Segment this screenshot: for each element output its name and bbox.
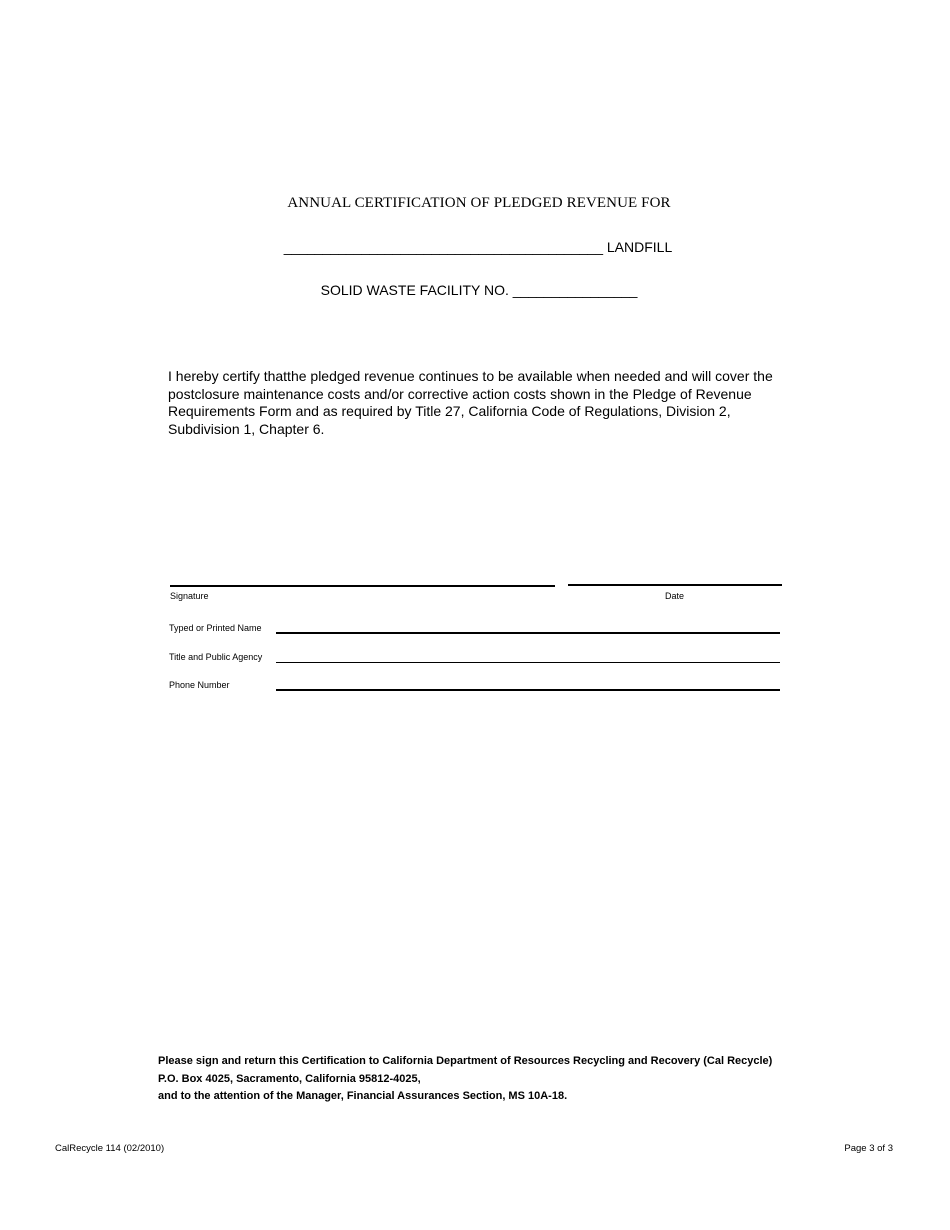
return-instructions-line: P.O. Box 4025, Sacramento, California 95812-4025,	[158, 1072, 421, 1085]
form-title: ANNUAL CERTIFICATION OF PLEDGED REVENUE FOR	[287, 195, 671, 211]
landfill-name-blank[interactable]: _________________________________________	[283, 239, 603, 255]
date-label: Date	[665, 591, 685, 601]
return-instructions-line: and to the attention of the Manager, Financial Assurances Section, MS 10A-18.	[158, 1090, 568, 1102]
return-instructions-line: Please sign and return this Certification to California Department of Resources Recycling and Recovery (Cal Recycle)	[158, 1055, 773, 1067]
title-agency-label: Title and Public Agency	[169, 652, 263, 662]
facility-number-line	[0, 282, 950, 298]
date-field[interactable]	[568, 584, 782, 586]
form-id: CalRecycle 114 (02/2010)	[55, 1143, 165, 1154]
phone-number-field[interactable]	[276, 689, 780, 691]
facility-number-label: SOLID WASTE FACILITY NO.	[320, 282, 509, 298]
facility-number-blank[interactable]: ________________	[512, 282, 638, 298]
signature-field[interactable]	[170, 585, 555, 587]
printed-name-label: Typed or Printed Name	[169, 623, 262, 633]
landfill-line	[0, 239, 950, 255]
return-instructions	[158, 1053, 772, 1106]
landfill-label: LANDFILL	[606, 239, 673, 255]
signature-label: Signature	[170, 591, 209, 601]
page-number: Page 3 of 3	[844, 1143, 893, 1154]
phone-number-label: Phone Number	[169, 680, 230, 690]
printed-name-field[interactable]	[276, 632, 780, 634]
title-agency-field[interactable]	[276, 662, 780, 663]
certification-statement: I hereby certify thatthe pledged revenue continues to be available when needed and will cover the postclosure maintenance costs and/or corrective action costs shown in the Pledge of Revenue Requirements Form and as required by Title 27, California Code of Regulations, Division 2, Subdivision 1, Chapter 6.	[168, 368, 773, 437]
